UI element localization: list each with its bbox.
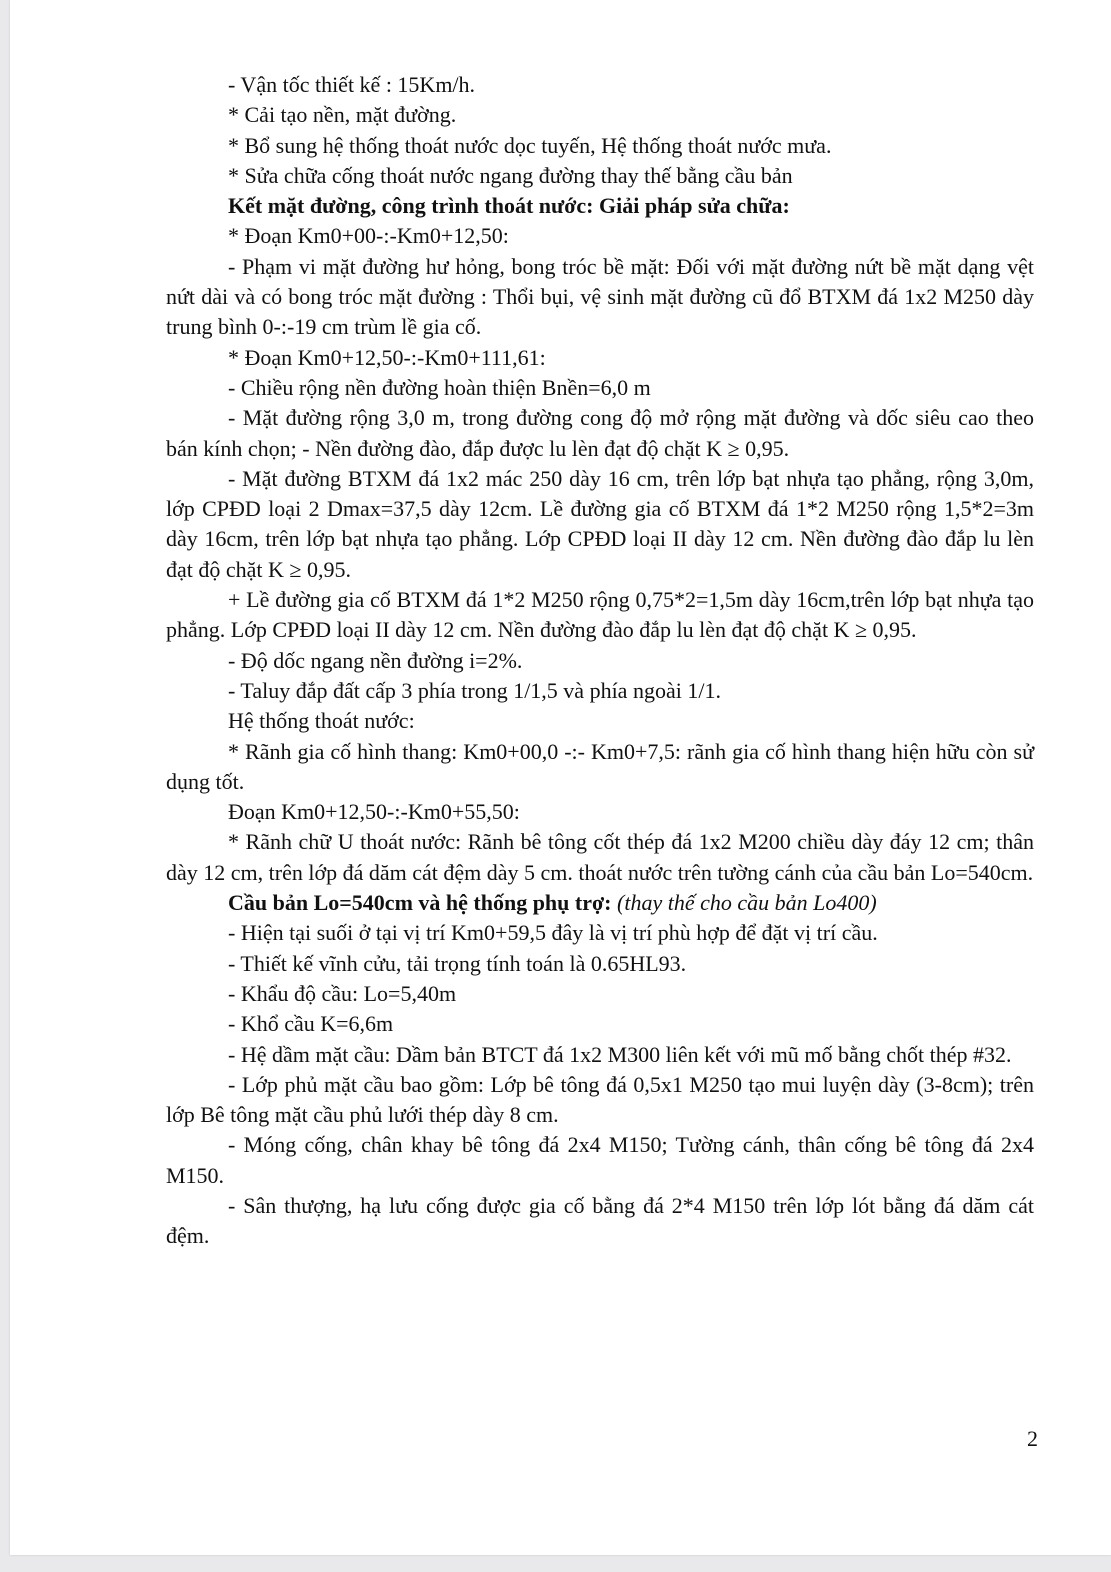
paragraph-cross-slope: - Độ dốc ngang nền đường i=2%. bbox=[228, 647, 523, 673]
paragraph-roadbed-width: - Chiều rộng nền đường hoàn thiện Bnền=6,0 m bbox=[228, 374, 651, 400]
bridge-heading-italic: (thay thế cho cầu bản Lo400) bbox=[617, 890, 877, 916]
paragraph-drainage-heading: Hệ thống thoát nước: bbox=[228, 708, 415, 734]
paragraph-segment-1: * Đoạn Km0+00-:-Km0+12,50: bbox=[228, 223, 509, 249]
page-number: 2 bbox=[1027, 1426, 1038, 1451]
paragraph-deck-overlay: - Lớp phủ mặt cầu bao gồm: Lớp bê tông đá 0,5x1 M250 tạo mui luyện dày (3-8cm); trên lớp Bê tông mặt cầu phủ lưới thép dày 8 cm. bbox=[166, 1071, 1034, 1128]
paragraph-bridge-span: - Khẩu độ cầu: Lo=5,40m bbox=[228, 980, 457, 1006]
paragraph-drainage-addition: * Bổ sung hệ thống thoát nước dọc tuyến, Hệ thống thoát nước mưa. bbox=[228, 132, 832, 158]
paragraph-design-speed: - Vận tốc thiết kế : 15Km/h. bbox=[228, 72, 476, 97]
paragraph-bridge-location: - Hiện tại suối ở tại vị trí Km0+59,5 đây là vị trí phù hợp để đặt vị trí cầu. bbox=[228, 920, 878, 946]
paragraph-damaged-surface: - Phạm vi mặt đường hư hỏng, bong tróc bề mặt: Đối với mặt đường nứt bề mặt dạng vệt nứt dài và có bong tróc mặt đường : Thổi bụi, vệ sinh mặt đường cũ đổ BTXM đá 1x2 M250 dày trung bình 0-:-19 cm trùm lề gia cố. bbox=[166, 253, 1034, 340]
paragraph-bridge-width: - Khổ cầu K=6,6m bbox=[228, 1011, 394, 1037]
paragraph-embankment-slope: - Taluy đắp đất cấp 3 phía trong 1/1,5 và phía ngoài 1/1. bbox=[228, 677, 721, 703]
paragraph-culvert-repair: * Sửa chữa cống thoát nước ngang đường thay thế bằng cầu bản bbox=[228, 162, 793, 188]
paragraph-trapezoid-ditch: * Rãnh gia cố hình thang: Km0+00,0 -:- Km0+7,5: rãnh gia cố hình thang hiện hữu còn sử dụng tốt. bbox=[166, 738, 1034, 794]
paragraph-concrete-surface: - Mặt đường BTXM đá 1x2 mác 250 dày 16 cm, trên lớp bạt nhựa tạo phẳng, rộng 3,0m, lớp CPĐD loại 2 Dmax=37,5 dày 12cm. Lề đường gia cố BTXM đá 1*2 M250 rộng 1,5*2=3m dày 16cm, trên lớp bạt nhựa tạo phẳng. Lớp CPĐD loại II dày 12 cm. Nền đường đào đắp lu lèn đạt độ chặt K ≥ 0,95. bbox=[166, 465, 1034, 582]
paragraph-segment-2: * Đoạn Km0+12,50-:-Km0+111,61: bbox=[228, 344, 546, 370]
bridge-heading-bold: Cầu bản Lo=540cm và hệ thống phụ trợ: bbox=[228, 890, 612, 916]
paragraph-road-improvement: * Cải tạo nền, mặt đường. bbox=[228, 102, 457, 128]
paragraph-upstream-downstream: - Sân thượng, hạ lưu cống được gia cố bằng đá 2*4 M150 trên lớp lót bằng đá dăm cát đệm. bbox=[166, 1192, 1034, 1249]
paragraph-design-load: - Thiết kế vĩnh cửu, tải trọng tính toán là 0.65HL93. bbox=[228, 950, 687, 976]
paragraph-u-ditch: * Rãnh chữ U thoát nước: Rãnh bê tông cốt thép đá 1x2 M200 chiều dày đáy 12 cm; thân dày 12 cm, trên lớp đá dăm cát đệm dày 5 cm. thoát nước trên tường cánh của cầu bản Lo=540cm. bbox=[166, 829, 1034, 885]
section-heading-bridge bbox=[166, 888, 1034, 918]
paragraph-road-surface-width: - Mặt đường rộng 3,0 m, trong đường cong độ mở rộng mặt đường và dốc siêu cao theo bán kính chọn; - Nền đường đào, đắp được lu lèn đạt độ chặt K ≥ 0,95. bbox=[166, 405, 1034, 461]
paragraph-deck-beams: - Hệ dầm mặt cầu: Dầm bản BTCT đá 1x2 M300 liên kết với mũ mố bằng chốt thép #32. bbox=[228, 1041, 1012, 1067]
section-heading-repair-solution: Kết mặt đường, công trình thoát nước: Giải pháp sửa chữa: bbox=[228, 193, 790, 219]
paragraph-shoulder: + Lề đường gia cố BTXM đá 1*2 M250 rộng 0,75*2=1,5m dày 16cm,trên lớp bạt nhựa tạo phẳng. Lớp CPĐD loại II dày 12 cm. Nền đường đào đắp lu lèn đạt độ chặt K ≥ 0,95. bbox=[166, 587, 1034, 643]
paragraph-segment-3: Đoạn Km0+12,50-:-Km0+55,50: bbox=[228, 799, 520, 825]
paragraph-foundation: - Móng cống, chân khay bê tông đá 2x4 M150; Tường cánh, thân cống bê tông đá 2x4 M150. bbox=[166, 1132, 1034, 1188]
document-body bbox=[166, 70, 1034, 1252]
